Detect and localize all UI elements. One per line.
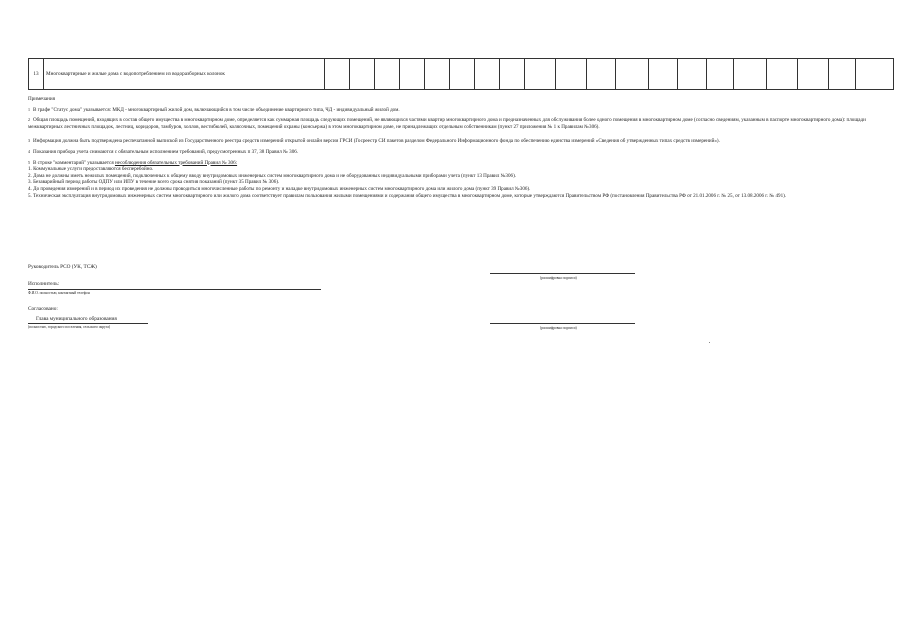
table-cell <box>556 59 587 90</box>
requirement-item: 3. Безаварийный период работы ОДПУ или ИПУ в течение всего срока снятия показаний (пункт 35 Правил № 306). <box>28 179 280 186</box>
table-cell <box>616 59 649 90</box>
row-number: 13 <box>29 59 44 90</box>
head-label: Руководитель РСО (УК, ТСЖ) <box>28 264 97 270</box>
note-mark: 4 <box>28 148 30 154</box>
table-cell <box>734 59 767 90</box>
notes-heading: Примечания <box>28 96 55 102</box>
data-table <box>28 58 894 90</box>
table-cell <box>425 59 450 90</box>
executor-caption: Ф.И.О. полностью, контактный телефон <box>28 291 90 295</box>
table-cell <box>350 59 375 90</box>
note-mark: 2 <box>28 117 30 123</box>
executor-label: Исполнитель: <box>28 281 60 287</box>
note-3 <box>28 138 878 145</box>
note-5 <box>28 160 878 167</box>
note-mark: 5 <box>28 159 30 165</box>
row-description: Многоквартирные и жилые дома с водопотреблением из водоразборных колонок <box>44 59 325 90</box>
table-row <box>29 59 894 90</box>
table-cell <box>525 59 556 90</box>
head-caption: (расшифровка подписи) <box>540 276 577 280</box>
note-text: Информация должна быть подтверждена респечатанной выпиской из Государственного реестра средств измерений открытой онлайн версии ГРСИ (Госреестр СИ пакетов разделом Федерального Информационного фонда по обеспечению единства измерений «Сведения об утвержденных типах средств измерений»). <box>33 138 720 145</box>
scan-speck <box>709 342 710 343</box>
agreed-signature-line <box>490 323 635 324</box>
note-text: Общая площадь помещений, входящих в состав общего имущества в многоквартирном доме, определяется как суммарная площадь следующих помещений, не являющихся частями квартир многоквартирного дома и предназначенных для обслуживания более одного помещения в многоквартирном доме (согласно сведениям, указанным в паспорте многоквартирного дома): площади межквартирных лестничных площадок, лестниц, коридоров, тамбуров, холлов, вестибюлей, колясочных, помещений охраны (консьержа) в этом многоквартирном доме, не принадлежащих отдельным собственникам (пункт 27 приложения № 1 к Правилам №306). <box>28 117 866 130</box>
requirement-item: 1. Коммунальные услуги предоставляются бесперебойно. <box>28 166 154 173</box>
note-1 <box>28 107 878 114</box>
table-cell <box>500 59 525 90</box>
table-cell <box>678 59 707 90</box>
note-text-underlined: несоблюдения обязательных требований Правил № 306: <box>114 159 238 166</box>
executor-line <box>28 289 321 290</box>
agreed-label: Согласовано: <box>28 306 58 312</box>
table-cell <box>829 59 856 90</box>
table-cell <box>450 59 475 90</box>
agreed-role: Глава муниципального образования <box>36 316 117 322</box>
requirement-item: 5. Техническая эксплуатация внутридомовых инженерных систем многоквартирного или жилого дома соответствует правилам пользования жилыми помещениями и содержания общего имущества в многоквартирном доме, которые утверждаются Правительством РФ (постановления Правительства РФ от 21.01.2006 г. № 25, от 13.08.2006 г. № 491). <box>28 192 787 199</box>
note-text: В строке "комментарий" указывается <box>33 159 115 166</box>
table-cell <box>325 59 350 90</box>
table-cell <box>767 59 798 90</box>
agreed-role-caption: (полностью, городского поселения, сельского округа) <box>28 325 111 329</box>
note-text: Показания прибора учета снимаются с обязательным исполнением требований, предусмотренных п 37, 38 Правил № 306. <box>33 148 299 155</box>
table-cell <box>375 59 400 90</box>
table-cell <box>587 59 616 90</box>
note-4 <box>28 149 878 156</box>
agreed-role-line <box>28 323 148 324</box>
requirement-item: 2. Дома не должны иметь нежилых помещений, подключенных к общему вводу внутридомовых инженерных систем многоквартирного дома и не оборудованных индивидуальными приборами учета (пункт 13 Правил №306). <box>28 172 517 179</box>
table-cell <box>475 59 500 90</box>
table-cell <box>856 59 894 90</box>
agreed-caption: (расшифровка подписи) <box>540 326 577 330</box>
note-text: В графе "Статус дома" указывается: МКД - многоквартирный жилой дом, включающийся в том числе объединение квартирного типа, ЧД - индивидуальный жилой дом. <box>33 106 400 113</box>
table-cell <box>649 59 678 90</box>
head-signature-line <box>490 273 635 274</box>
requirement-item: 4. До проведения измерений и в период их проведения не должны проводиться многочисленные работы по ремонту и наладке внутридомовых инженерных систем многоквартирного дома или жилого дома (пункт 39 Правил №306). <box>28 185 531 192</box>
notes-section <box>28 96 878 199</box>
note-2 <box>28 117 878 130</box>
note-mark: 3 <box>28 138 30 144</box>
note-mark: 1 <box>28 106 30 112</box>
table-cell <box>707 59 734 90</box>
table-cell <box>798 59 829 90</box>
table-cell <box>400 59 425 90</box>
